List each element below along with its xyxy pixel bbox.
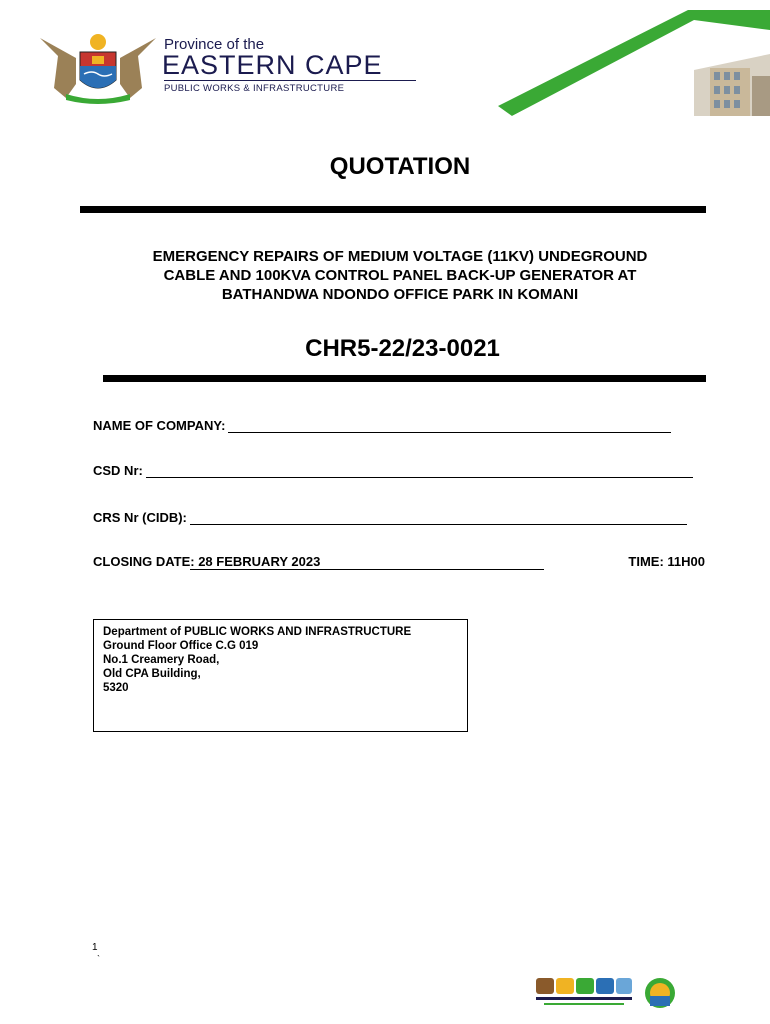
address-box [93, 619, 468, 732]
csd-field [93, 463, 693, 478]
province-line: Province of the [164, 36, 265, 53]
closing-time: TIME: 11H00 [628, 554, 705, 569]
closing-label: CLOSING DATE [93, 554, 191, 569]
company-label: NAME OF COMPANY: [93, 418, 226, 433]
page-mark: ` [97, 954, 100, 964]
closing-date [93, 554, 544, 570]
subject-line: EMERGENCY REPAIRS OF MEDIUM VOLTAGE (11KV) UNDEGROUND [152, 248, 648, 265]
department-line: PUBLIC WORKS & INFRASTRUCTURE [164, 83, 345, 94]
address-line: Ground Floor Office C.G 019 [103, 640, 259, 652]
company-field [93, 418, 671, 433]
title-divider [80, 206, 706, 213]
coat-of-arms-icon [36, 28, 160, 104]
address-line: Old CPA Building, [103, 668, 201, 680]
address-line: Department of PUBLIC WORKS AND INFRASTRUCTURE [103, 626, 412, 638]
address-line: 5320 [103, 682, 129, 694]
subject-line: BATHANDWA NDONDO OFFICE PARK IN KOMANI [221, 286, 579, 303]
csd-label: CSD Nr: [93, 463, 143, 478]
closing-value: : 28 FEBRUARY 2023 [190, 554, 544, 570]
page-number: 1 [92, 942, 98, 953]
epwp-ndp-logos-icon [534, 976, 682, 1010]
subject-line: CABLE AND 100KVA CONTROL PANEL BACK-UP GENERATOR AT [163, 267, 637, 284]
province-name: EASTERN CAPE [162, 50, 383, 80]
closing-row [93, 554, 705, 570]
crs-label: CRS Nr (CIDB): [93, 510, 187, 525]
subject-block [90, 247, 710, 304]
header-divider [164, 80, 416, 81]
address-line: No.1 Creamery Road, [103, 654, 220, 666]
document-title: QUOTATION [329, 153, 471, 180]
building-banner-icon [498, 10, 770, 116]
reference-divider [103, 375, 706, 382]
company-blank[interactable] [228, 420, 671, 433]
crs-blank[interactable] [190, 512, 687, 525]
csd-blank[interactable] [146, 465, 693, 478]
reference-number: CHR5-22/23-0021 [305, 335, 500, 362]
crs-field [93, 510, 687, 525]
